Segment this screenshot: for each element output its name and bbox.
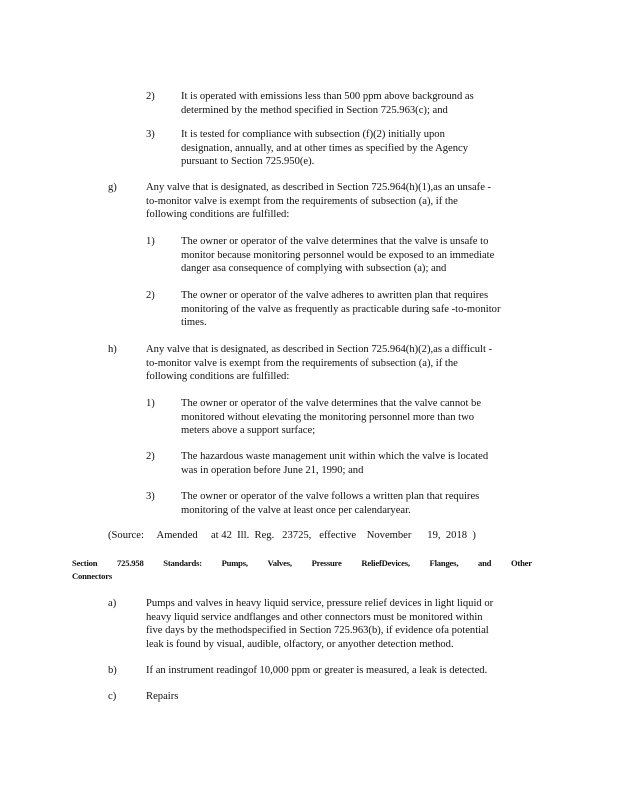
heading-word: Section (72, 558, 98, 568)
heading-word: Standards: (163, 558, 202, 568)
item-label: 3) (146, 129, 155, 140)
item-label: h) (108, 344, 117, 355)
heading-continuation: Connectors (72, 571, 113, 581)
item-text: It is operated with emissions less than 500 ppm above background as determined by the method specified in Section 725.963(c); and (181, 91, 474, 116)
heading-word: Flanges, (429, 558, 459, 568)
item-label: 2) (146, 451, 155, 462)
item-text: The owner or operator of the valve follows a written plan that requires monitoring of the valve at least once per calendaryear. (181, 491, 480, 516)
item-text: If an instrument readingof 10,000 ppm or greater is measured, a leak is detected. (146, 665, 488, 676)
section-heading (72, 557, 532, 583)
heading-word: Other (510, 558, 532, 568)
heading-word: ReliefDevices, (361, 558, 410, 568)
item-text: The owner or operator of the valve determines that the valve cannot be monitored without elevating the monitoring personnel more than two meters above a support surface; (181, 398, 482, 437)
item-text: Repairs (146, 691, 179, 702)
heading-word: 725.958 (117, 558, 144, 568)
heading-word: Pressure (311, 558, 342, 568)
heading-word: and (477, 558, 492, 568)
item-text: The hazardous waste management unit within which the valve is located was in operation before June 21, 1990; and (181, 451, 489, 476)
item-text: It is tested for compliance with subsection (f)(2) initially upon designation, annually, and at other times as specified by the Agency pursuant to Section 725.950(e). (181, 129, 469, 168)
item-text: The owner or operator of the valve determines that the valve is unsafe to monitor because monitoring personnel would be exposed to an immediate danger asa consequence of complying with subsection (a); and (181, 236, 495, 275)
item-label: g) (108, 182, 117, 193)
heading-word: Valves, (267, 558, 292, 568)
item-label: 1) (146, 398, 155, 409)
item-text: Any valve that is designated, as described in Section 725.964(h)(1),as an unsafe - to-monitor valve is exempt from the requirements of subsection (a), if the following conditions are fulfilled: (146, 182, 492, 221)
item-label: b) (108, 665, 117, 676)
item-text: Any valve that is designated, as described in Section 725.964(h)(2),as a difficult - to-monitor valve is exempt from the requirements of subsection (a), if the following conditions are fulfilled: (146, 344, 493, 383)
item-text: The owner or operator of the valve adheres to awritten plan that requires monitoring of the valve as frequently as practicable during safe -to-monitor times. (181, 290, 501, 329)
heading-word: Pumps, (221, 558, 248, 568)
item-text: Pumps and valves in heavy liquid service, pressure relief devices in light liquid or heavy liquid service andflanges and other connectors must be monitored within five days by the methodspecified in Section 725.963(b), if evidence ofa potential leak is found by visual, audible, olfactory, or anyother detection method. (146, 598, 494, 650)
item-label: 2) (146, 91, 155, 102)
item-label: c) (108, 691, 117, 702)
item-label: a) (108, 598, 117, 609)
source-note: (Source: Amended at 42 Ill. Reg. 23725, effective November 19, 2018 ) (108, 530, 476, 541)
item-label: 3) (146, 491, 155, 502)
item-label: 1) (146, 236, 155, 247)
item-label: 2) (146, 290, 155, 301)
